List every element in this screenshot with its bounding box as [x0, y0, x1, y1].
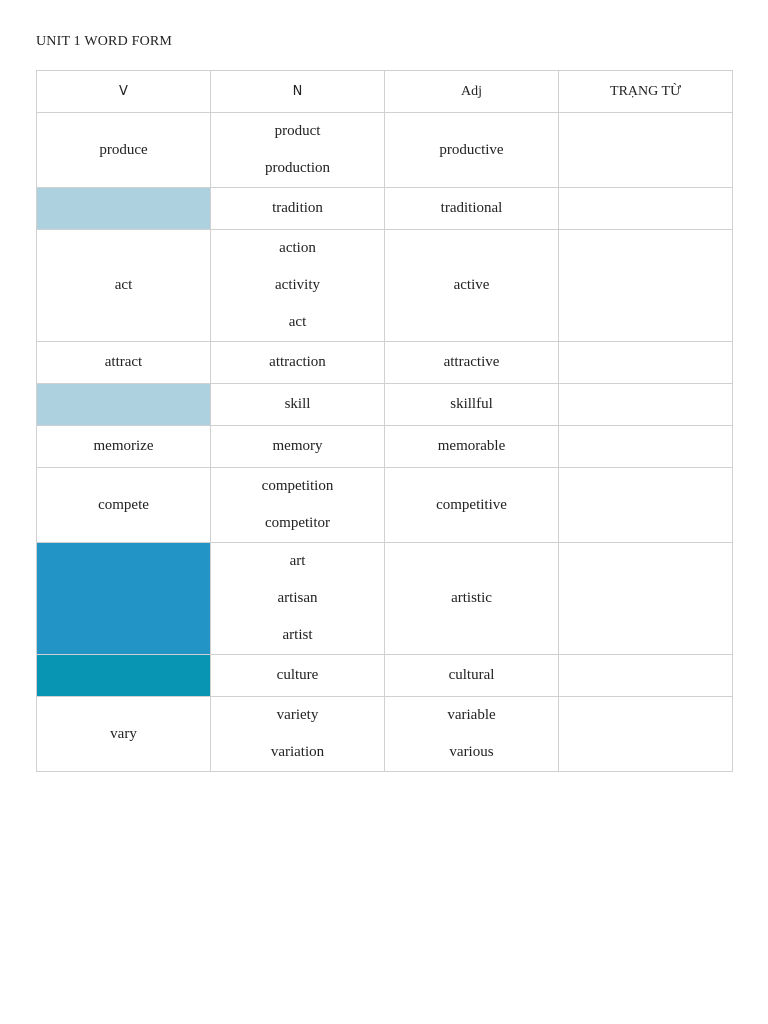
- noun-text: memory: [272, 438, 323, 454]
- verb-text: compete: [98, 496, 149, 513]
- noun-text: art: [289, 553, 306, 569]
- noun-cell: [211, 342, 385, 384]
- adjective-text: skillful: [450, 396, 493, 412]
- adjective-text: active: [453, 277, 490, 293]
- verb-cell-shaded: [37, 655, 211, 697]
- adjective-cell: [385, 697, 559, 772]
- noun-text: action: [279, 240, 316, 256]
- adjective-cell: [385, 426, 559, 468]
- noun-cell: [211, 468, 385, 543]
- verb-cell-shaded: [37, 384, 211, 426]
- noun-cell: [211, 426, 385, 468]
- adjective-cell: [385, 543, 559, 655]
- noun-text: variation: [270, 744, 325, 760]
- verb-cell: [37, 468, 211, 543]
- header-adverb: TRẠNG TỪ: [559, 71, 733, 113]
- adjective-cell: [385, 342, 559, 384]
- table-row: [37, 655, 733, 697]
- noun-cell: [211, 655, 385, 697]
- word-form-table: [36, 70, 733, 772]
- adjective-cell: [385, 188, 559, 230]
- noun-cell: [211, 697, 385, 772]
- header-adjective: Adj: [385, 71, 559, 113]
- noun-text: activity: [275, 277, 320, 293]
- noun-text: attraction: [269, 354, 326, 370]
- adjective-text: productive: [439, 141, 504, 158]
- verb-text: memorize: [93, 438, 154, 454]
- header-noun: N: [211, 71, 385, 113]
- adjective-cell: [385, 113, 559, 188]
- noun-cell: [211, 230, 385, 342]
- noun-text: tradition: [272, 200, 323, 216]
- adjective-text: artistic: [451, 590, 492, 606]
- adverb-cell: [559, 543, 733, 655]
- adjective-text: competitive: [436, 496, 507, 513]
- noun-text: variety: [276, 707, 319, 723]
- verb-cell: [37, 697, 211, 772]
- adjective-text: various: [449, 744, 494, 760]
- noun-cell: [211, 188, 385, 230]
- verb-text: attract: [104, 354, 143, 370]
- noun-text: artist: [282, 627, 313, 643]
- noun-text: competition: [261, 478, 334, 494]
- noun-text: skill: [284, 396, 311, 412]
- adverb-cell: [559, 426, 733, 468]
- table-row: [37, 384, 733, 426]
- table-row: [37, 342, 733, 384]
- adjective-text: attractive: [443, 354, 500, 370]
- verb-text: produce: [99, 141, 148, 158]
- noun-text: product: [274, 123, 321, 139]
- noun-cell: [211, 543, 385, 655]
- page-title: UNIT 1 WORD FORM: [36, 34, 173, 49]
- table-row: [37, 230, 733, 342]
- noun-text: act: [288, 314, 307, 330]
- adverb-cell: [559, 188, 733, 230]
- adverb-cell: [559, 113, 733, 188]
- table-row: [37, 468, 733, 543]
- adjective-text: memorable: [437, 438, 506, 454]
- table-row: [37, 543, 733, 655]
- verb-text: vary: [110, 725, 137, 742]
- adverb-cell: [559, 697, 733, 772]
- verb-text: act: [114, 277, 133, 293]
- verb-cell: [37, 426, 211, 468]
- adjective-cell: [385, 230, 559, 342]
- adverb-cell: [559, 342, 733, 384]
- table-row: [37, 426, 733, 468]
- adverb-cell: [559, 655, 733, 697]
- noun-cell: [211, 384, 385, 426]
- header-verb: V: [37, 71, 211, 113]
- noun-text: production: [265, 160, 330, 176]
- adjective-cell: [385, 468, 559, 543]
- verb-cell-shaded: [37, 188, 211, 230]
- adjective-cell: [385, 384, 559, 426]
- adjective-text: traditional: [440, 200, 503, 216]
- table-row: [37, 188, 733, 230]
- verb-cell: [37, 342, 211, 384]
- verb-cell-shaded: [37, 543, 211, 655]
- adverb-cell: [559, 384, 733, 426]
- noun-cell: [211, 113, 385, 188]
- adjective-cell: [385, 655, 559, 697]
- noun-text: artisan: [277, 590, 318, 606]
- adjective-text: cultural: [448, 667, 495, 683]
- verb-cell: [37, 113, 211, 188]
- noun-text: culture: [276, 667, 319, 683]
- table-row: [37, 113, 733, 188]
- adjective-text: variable: [447, 707, 496, 723]
- adverb-cell: [559, 230, 733, 342]
- table-header-row: [37, 71, 733, 113]
- adverb-cell: [559, 468, 733, 543]
- verb-cell: [37, 230, 211, 342]
- noun-text: competitor: [265, 515, 330, 531]
- table-row: [37, 697, 733, 772]
